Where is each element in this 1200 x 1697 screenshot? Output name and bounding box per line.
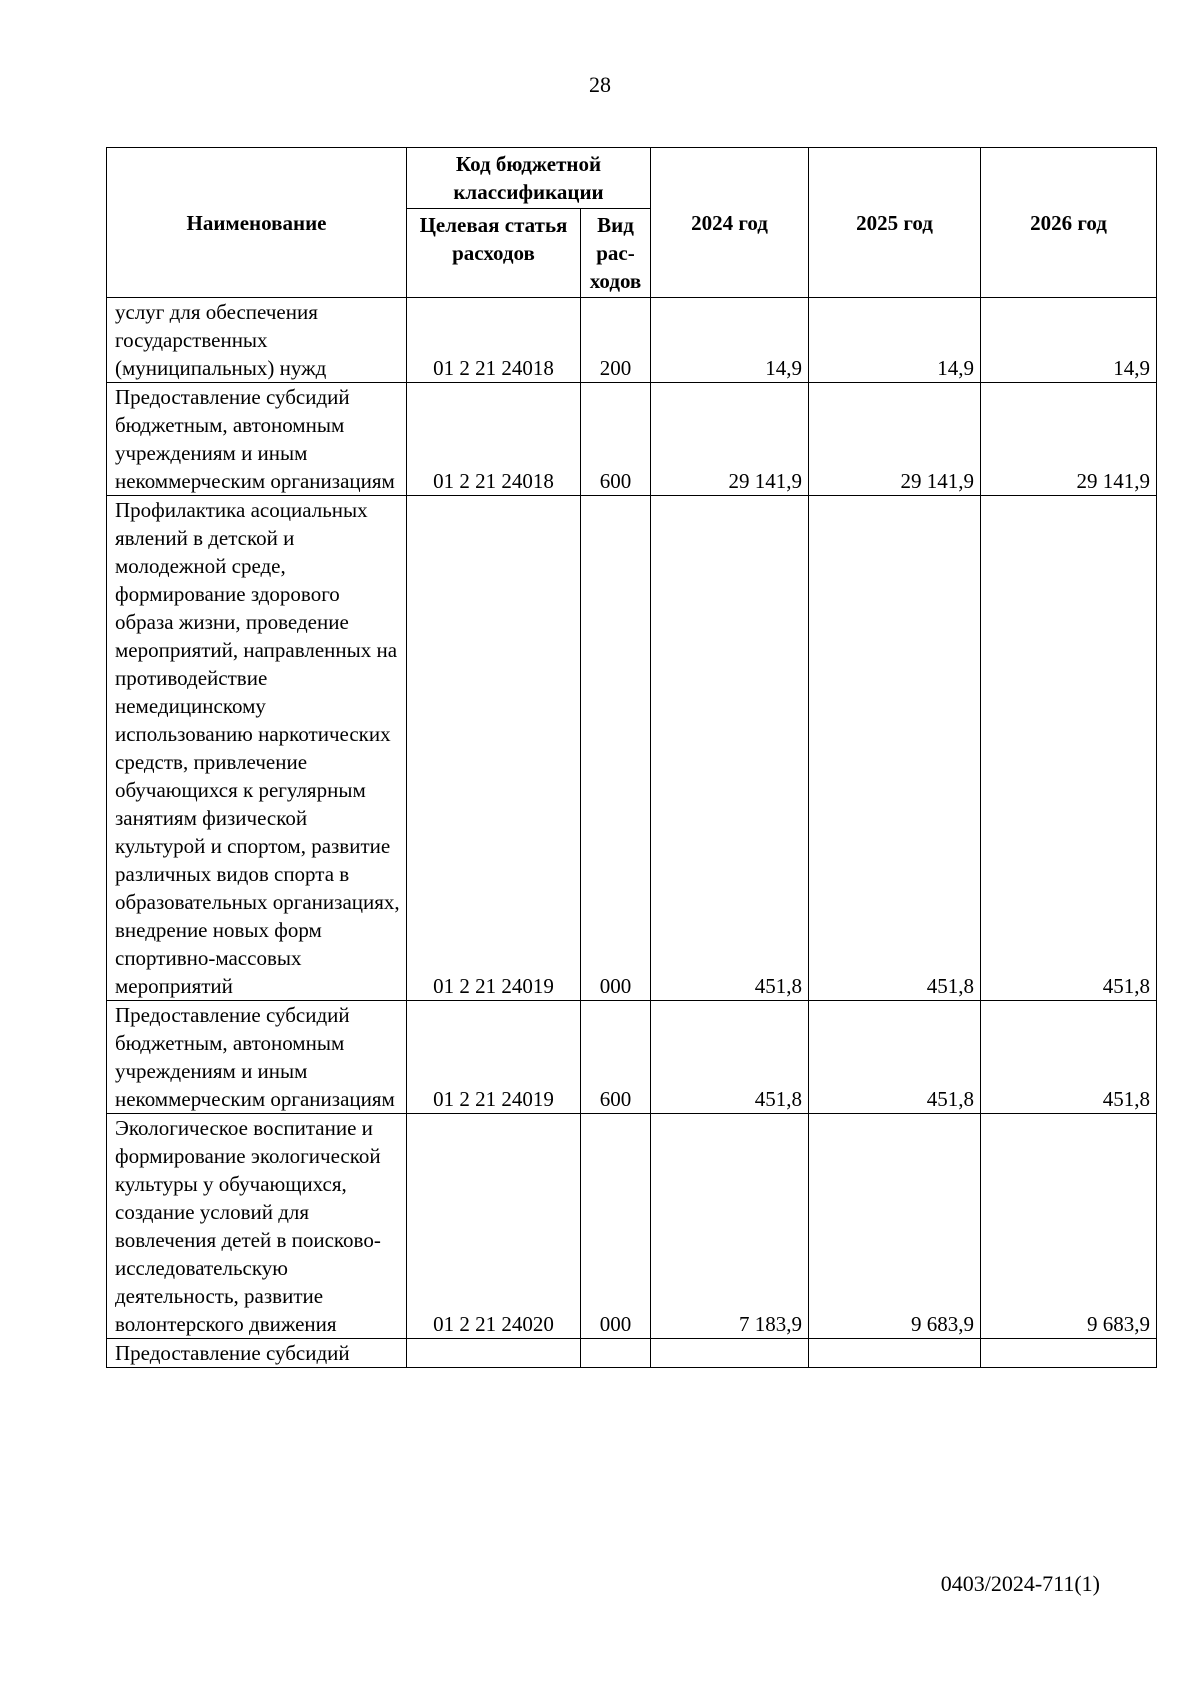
cell-2024: 29 141,9 <box>651 383 809 496</box>
cell-target-article: 01 2 21 24018 <box>407 383 581 496</box>
cell-2026: 451,8 <box>981 496 1157 1001</box>
header-target-article: Целевая статья расходов <box>407 209 581 298</box>
cell-target-article: 01 2 21 24020 <box>407 1114 581 1339</box>
cell-2026: 29 141,9 <box>981 383 1157 496</box>
cell-2024: 451,8 <box>651 496 809 1001</box>
budget-table <box>106 147 1157 1368</box>
cell-expense-type: 000 <box>581 496 651 1001</box>
table-row <box>107 1114 1157 1339</box>
cell-2024: 14,9 <box>651 298 809 383</box>
header-2026: 2026 год <box>981 148 1157 298</box>
cell-target-article: 01 2 21 24019 <box>407 1001 581 1114</box>
cell-2025: 14,9 <box>809 298 981 383</box>
cell-2026 <box>981 1339 1157 1368</box>
cell-expense-type <box>581 1339 651 1368</box>
cell-expense-type: 600 <box>581 383 651 496</box>
cell-name: Профилактика асоциальных явлений в детской и молодежной среде, формирование здорового образа жизни, проведение мероприятий, направленных на противодействие немедицинскому использованию наркотических средств, привлечение обучающихся к регулярным занятиям физической культурой и спортом, развитие различных видов спорта в образовательных организациях, внедрение новых форм спортивно-массовых мероприятий <box>107 496 407 1001</box>
cell-name: Экологическое воспитание и формирование экологической культуры у обучающихся, создание условий для вовлечения детей в поисково-исследовательскую деятельность, развитие волонтерского движения <box>107 1114 407 1339</box>
table-row <box>107 383 1157 496</box>
header-2025: 2025 год <box>809 148 981 298</box>
cell-name: Предоставление субсидий бюджетным, автономным учреждениям и иным некоммерческим организациям <box>107 1001 407 1114</box>
header-expense-type: Вид рас-ходов <box>581 209 651 298</box>
table-header-row <box>107 148 1157 209</box>
header-2024: 2024 год <box>651 148 809 298</box>
cell-2024 <box>651 1339 809 1368</box>
table-body <box>107 298 1157 1368</box>
cell-target-article: 01 2 21 24018 <box>407 298 581 383</box>
table-row <box>107 1001 1157 1114</box>
cell-expense-type: 200 <box>581 298 651 383</box>
cell-name: услуг для обеспечения государственных (муниципальных) нужд <box>107 298 407 383</box>
cell-2026: 9 683,9 <box>981 1114 1157 1339</box>
table-row <box>107 298 1157 383</box>
cell-2026: 14,9 <box>981 298 1157 383</box>
cell-target-article <box>407 1339 581 1368</box>
cell-name: Предоставление субсидий <box>107 1339 407 1368</box>
cell-2025: 451,8 <box>809 496 981 1001</box>
cell-2025: 29 141,9 <box>809 383 981 496</box>
cell-2025 <box>809 1339 981 1368</box>
header-code-group: Код бюджетной классификации <box>407 148 651 209</box>
cell-2025: 9 683,9 <box>809 1114 981 1339</box>
cell-target-article: 01 2 21 24019 <box>407 496 581 1001</box>
page-number: 28 <box>589 72 611 97</box>
table-row <box>107 1339 1157 1368</box>
cell-2024: 451,8 <box>651 1001 809 1114</box>
cell-2026: 451,8 <box>981 1001 1157 1114</box>
cell-name: Предоставление субсидий бюджетным, автономным учреждениям и иным некоммерческим организациям <box>107 383 407 496</box>
cell-expense-type: 000 <box>581 1114 651 1339</box>
table-row <box>107 496 1157 1001</box>
document-code: 0403/2024-711(1) <box>940 1571 1100 1596</box>
header-name: Наименование <box>107 148 407 298</box>
cell-2024: 7 183,9 <box>651 1114 809 1339</box>
cell-expense-type: 600 <box>581 1001 651 1114</box>
cell-2025: 451,8 <box>809 1001 981 1114</box>
